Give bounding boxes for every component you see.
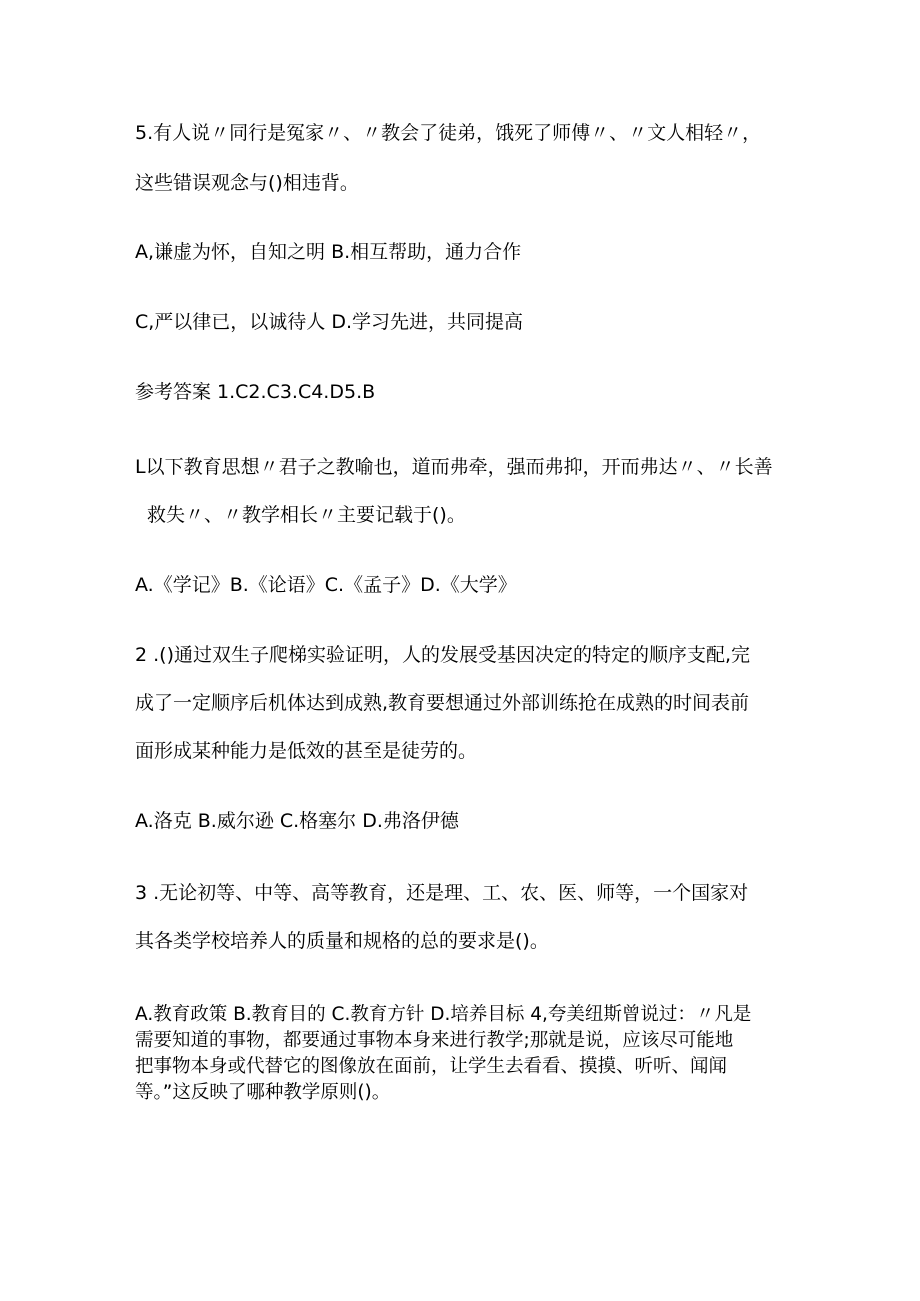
question-4-stem-line-2: 需要知道的事物，都要通过事物本身来进行教学;那就是说，应该尽可能地 bbox=[135, 1030, 734, 1051]
question-2-stem-line-3: 面形成某种能力是低效的甚至是徒劳的。 bbox=[135, 740, 478, 762]
answer-key: 参考答案 1.C2.C3.C4.D5.B bbox=[135, 381, 376, 403]
question-4-stem-line-3: 把事物本身或代替它的图像放在面前，让学生去看看、摸摸、听听、闻闻 bbox=[135, 1056, 728, 1077]
question-1-options: A.《学记》B.《论语》C.《孟子》D.《大学》 bbox=[135, 574, 517, 596]
question-5-stem-line-1: 5.有人说〃同行是冤家〃、〃教会了徒弟，饿死了师傅〃、〃文人相轻〃， bbox=[135, 122, 762, 144]
question-3-stem-line-1: 3 .无论初等、中等、高等教育，还是理、工、农、医、师等，一个国家对 bbox=[135, 882, 749, 904]
question-5-stem-line-2: 这些错误观念与()相违背。 bbox=[135, 172, 359, 194]
question-2-options: A.洛克 B.威尔逊 C.格塞尔 D.弗洛伊德 bbox=[135, 810, 459, 832]
question-3-options-and-question-4-line-1: A.教育政策 B.教育目的 C.教育方针 D.培养目标 4,夸美纽斯曾说过：〃凡是 bbox=[135, 1004, 752, 1025]
question-4-stem-line-4: 等。”这反映了哪种教学原则()。 bbox=[135, 1082, 391, 1103]
question-2-stem-line-1: 2 .()通过双生子爬梯实验证明，人的发展受基因决定的特定的顺序支配,完 bbox=[135, 644, 751, 666]
question-5-options-ab: A,谦虚为怀，自知之明 B.相互帮助，通力合作 bbox=[135, 241, 522, 263]
question-1-stem-line-2: 救失〃、〃教学相长〃主要记载于()。 bbox=[147, 504, 466, 526]
question-1-stem-line-1: L以下教育思想〃君子之教喻也，道而弗牵，强而弗抑，开而弗达〃、〃长善 bbox=[135, 456, 773, 478]
question-3-stem-line-2: 其各类学校培养人的质量和规格的总的要求是()。 bbox=[135, 930, 549, 952]
question-2-stem-line-2: 成了一定顺序后机体达到成熟,教育要想通过外部训练抢在成熟的时间表前 bbox=[135, 692, 750, 714]
question-5-options-cd: C,严以律已，以诚待人 D.学习先进，共同提高 bbox=[135, 311, 524, 333]
